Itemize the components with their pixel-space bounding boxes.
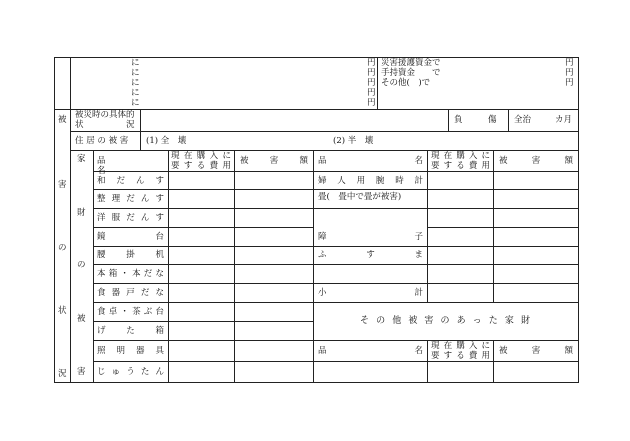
housing-damage-label: 住 居 の 被 害 — [75, 136, 129, 146]
damage-header: 被 害 額 — [499, 346, 573, 356]
injury-duration-label: 全治 — [514, 115, 532, 125]
row-line — [93, 361, 579, 362]
item-header: 品 名 — [318, 346, 423, 356]
yen-mark: 円 — [367, 68, 376, 78]
cost-header: 要する費用 — [431, 351, 490, 361]
row-line — [93, 283, 579, 284]
yen-mark: 円 — [367, 58, 376, 68]
column-line — [313, 150, 314, 382]
yen-mark: 円 — [565, 78, 574, 88]
list-item: 鏡台 — [97, 232, 164, 242]
cost-header: 要する費用 — [431, 161, 490, 171]
row-line — [93, 208, 579, 209]
list-item: 障子 — [318, 232, 423, 242]
ni-mark: に — [131, 78, 140, 88]
yen-mark: 円 — [565, 68, 574, 78]
household-label-char: の — [77, 260, 86, 270]
list-item: じゅうたん — [97, 367, 164, 377]
months-unit: カ月 — [555, 115, 573, 125]
divider — [70, 150, 579, 151]
column-line — [140, 109, 141, 150]
row-line — [93, 189, 579, 190]
option-total-collapse: (1) 全 壊 — [146, 136, 187, 146]
list-item: 洋服だんす — [97, 213, 164, 223]
column-line — [493, 150, 494, 302]
list-item: 食卓・茶ぶ台 — [97, 307, 164, 317]
ni-mark: に — [131, 98, 140, 108]
household-label-char: 財 — [77, 208, 86, 218]
column-line — [493, 340, 494, 382]
ni-mark: に — [131, 88, 140, 98]
side-label-char: 被 — [58, 115, 67, 125]
list-item: 和だんす — [97, 176, 164, 186]
funding-source-label: その他( )で — [381, 78, 431, 88]
column-line — [93, 150, 94, 382]
funding-source-label: 手持資金 で — [381, 68, 441, 78]
column-line — [427, 150, 428, 302]
yen-mark: 円 — [367, 78, 376, 88]
list-item: 整理だんす — [97, 194, 164, 204]
side-label-char: 状 — [58, 306, 67, 316]
description-label: 状 況 — [75, 120, 135, 130]
household-label-char: 害 — [77, 367, 86, 377]
column-line — [427, 340, 428, 382]
damage-header: 被 害 額 — [240, 156, 308, 166]
list-item: 腰掛机 — [97, 250, 164, 260]
row-line — [93, 246, 579, 247]
list-item: 照明器具 — [97, 346, 164, 356]
row-line — [93, 302, 579, 303]
column-line — [508, 109, 509, 131]
list-item: 食器戸だな — [97, 288, 164, 298]
row-line — [93, 264, 579, 265]
row-line — [93, 321, 313, 322]
list-item: げた箱 — [97, 326, 164, 336]
list-item: 本箱・本だな — [97, 269, 164, 279]
option-half-collapse: (2) 半 壊 — [333, 136, 374, 146]
household-label-char: 家 — [77, 154, 86, 164]
yen-mark: 円 — [367, 98, 376, 108]
cost-header: 現在購入に — [431, 341, 490, 351]
column-line — [234, 150, 235, 382]
table-border-right — [578, 57, 579, 382]
row-line — [93, 340, 579, 341]
ni-mark: に — [131, 68, 140, 78]
list-item: 小計 — [318, 288, 423, 298]
ni-mark: に — [131, 58, 140, 68]
injury-label: 負 傷 — [454, 115, 497, 125]
description-label: 被災時の具体的 — [75, 110, 135, 120]
other-items-heading: その他被害のあった家財 — [360, 316, 530, 326]
list-item: ふすま — [318, 250, 423, 260]
table-border-bottom — [54, 382, 579, 383]
row-line — [93, 227, 313, 228]
item-header: 品 名 — [97, 156, 157, 176]
funding-source-label: 災害援護資金で — [381, 58, 441, 68]
list-item: 畳( 畳中で畳が被害) — [318, 192, 402, 202]
column-line — [377, 57, 378, 109]
household-label-char: 被 — [77, 314, 86, 324]
row-line — [427, 227, 579, 228]
cost-header: 現在購入に — [431, 151, 490, 161]
side-label-char: の — [58, 243, 67, 253]
divider — [70, 131, 579, 132]
side-label-char: 況 — [58, 369, 67, 379]
column-line — [168, 150, 169, 382]
list-item: 婦人用腕時計 — [318, 176, 423, 186]
side-label-char: 害 — [58, 180, 67, 190]
row-line — [93, 171, 579, 172]
damage-header: 被 害 額 — [499, 156, 573, 166]
column-line — [448, 109, 449, 131]
table-border-left — [54, 57, 55, 382]
item-header: 品 名 — [318, 156, 423, 166]
column-line — [70, 57, 71, 382]
cost-header: 現在購入に — [171, 151, 231, 161]
cost-header: 要する費用 — [171, 161, 231, 171]
yen-mark: 円 — [565, 58, 574, 68]
yen-mark: 円 — [367, 88, 376, 98]
